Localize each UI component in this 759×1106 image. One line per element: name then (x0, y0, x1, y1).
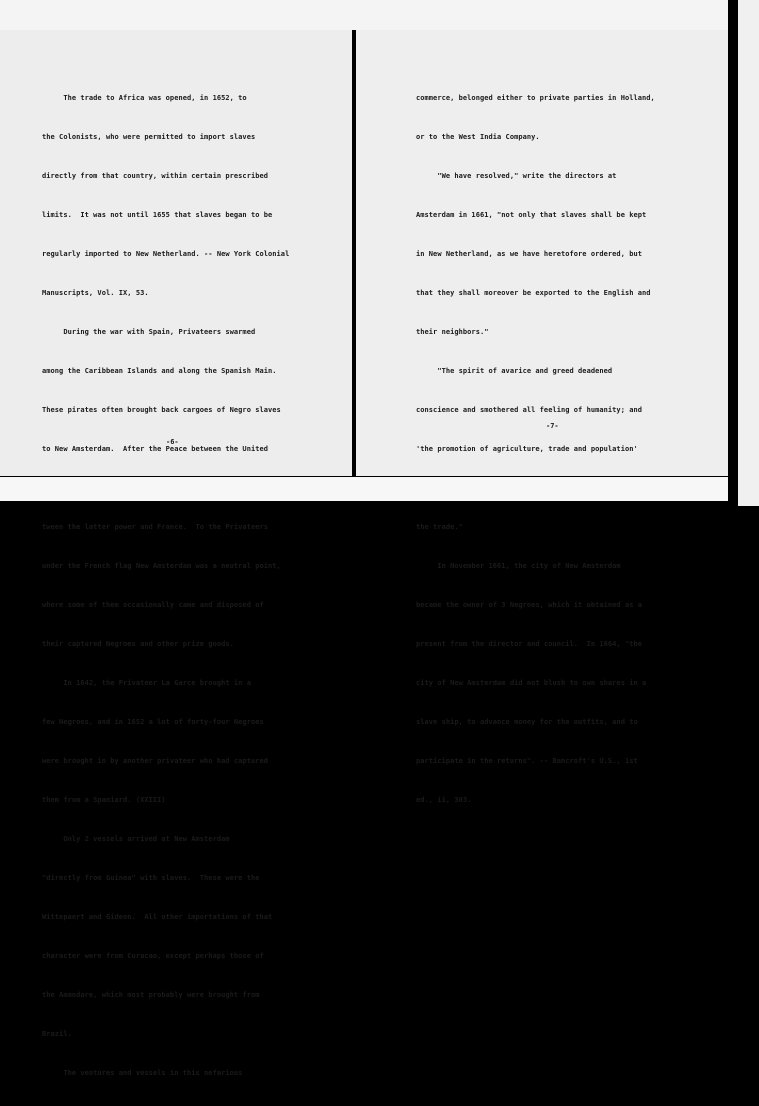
text-line: became the owner of 3 Negroes, which it obtained as a (416, 601, 643, 609)
text-line: their neighbors." (416, 328, 489, 336)
text-line: Manuscripts, Vol. IX, 53. (42, 289, 149, 297)
text-line: In 1642, the Privateer La Garce brought in a (42, 679, 251, 687)
text-line: regularly imported to New Netherland. -- New York Colonial (42, 250, 290, 258)
text-line: character were from Curacao, except perhaps those of (42, 952, 264, 960)
text-line: The ventures and vessels in this nefarious (42, 1069, 243, 1077)
text-line: to New Amsterdam. After the Peace between the United (42, 445, 269, 453)
text-line: city of New Amsterdam did not blush to own shares in a (416, 679, 647, 687)
text-line: ed., ii, 303. (416, 796, 472, 804)
text-line: among the Caribbean Islands and along the Spanish Main. (42, 367, 277, 375)
text-line: them from a Spaniard. (XXIII) (42, 796, 166, 804)
text-line: 'the promotion of agriculture, trade and population' (416, 445, 638, 453)
film-right-edge (738, 0, 759, 506)
text-line: present from the director and council. In 1664, "the (416, 640, 643, 648)
text-line: commerce, belonged either to private parties in Holland, (416, 94, 655, 102)
text-line: "The spirit of avarice and greed deadened (416, 367, 613, 375)
text-line: that they shall moreover be exported to the English and (416, 289, 651, 297)
text-line: In November 1661, the city of New Amsterdam (416, 562, 621, 570)
text-line: slave ship, to advance money for the outfits, and to (416, 718, 638, 726)
text-line: participate in the returns". -- Bancroft's U.S., 1st (416, 757, 638, 765)
text-line: or to the West India Company. (416, 133, 540, 141)
right-page-text (416, 66, 655, 833)
text-line: under the French flag New Amsterdam was a neutral point, (42, 562, 281, 570)
text-line: were brought in by another privateer who had captured (42, 757, 269, 765)
text-line: These pirates often brought back cargoes of Negro slaves (42, 406, 281, 414)
text-line: the Colonists, who were permitted to import slaves (42, 133, 256, 141)
text-line: "We have resolved," write the directors at (416, 172, 617, 180)
text-line: During the war with Spain, Privateers swarmed (42, 328, 256, 336)
film-top-strip (0, 0, 728, 30)
text-line: Only 2 vessels arrived at New Amsterdam (42, 835, 230, 843)
film-bottom-strip (0, 477, 728, 501)
page-number: -6- (166, 438, 179, 446)
text-line: Brazil. (42, 1030, 72, 1038)
text-line: the trade." (416, 523, 463, 531)
text-line: Amsterdam in 1661, "not only that slaves shall be kept (416, 211, 647, 219)
text-line: directly from that country, within certain prescribed (42, 172, 269, 180)
text-line: tween the latter power and France. To the Privateers (42, 523, 269, 531)
left-page-text (42, 66, 289, 1106)
text-line: The trade to Africa was opened, in 1652, to (42, 94, 247, 102)
text-line: conscience and smothered all feeling of humanity; and (416, 406, 643, 414)
text-line: their captured Negroes and other prize goods. (42, 640, 234, 648)
text-line: where some of them occasionally came and disposed of (42, 601, 264, 609)
text-line: few Negroes, and in 1652 a lot of forty-four Negroes (42, 718, 264, 726)
right-page (356, 30, 728, 804)
text-line: Wittepaert and Gideon. All other importations of that (42, 913, 273, 921)
text-line: limits. It was not until 1655 that slaves began to be (42, 211, 273, 219)
page-number: -7- (546, 422, 559, 430)
text-line: "directly from Guinea" with slaves. These were the (42, 874, 260, 882)
text-line: the Amandare, which most probably were brought from (42, 991, 260, 999)
left-page (0, 30, 352, 1077)
text-line: in New Netherland, as we have heretofore ordered, but (416, 250, 643, 258)
